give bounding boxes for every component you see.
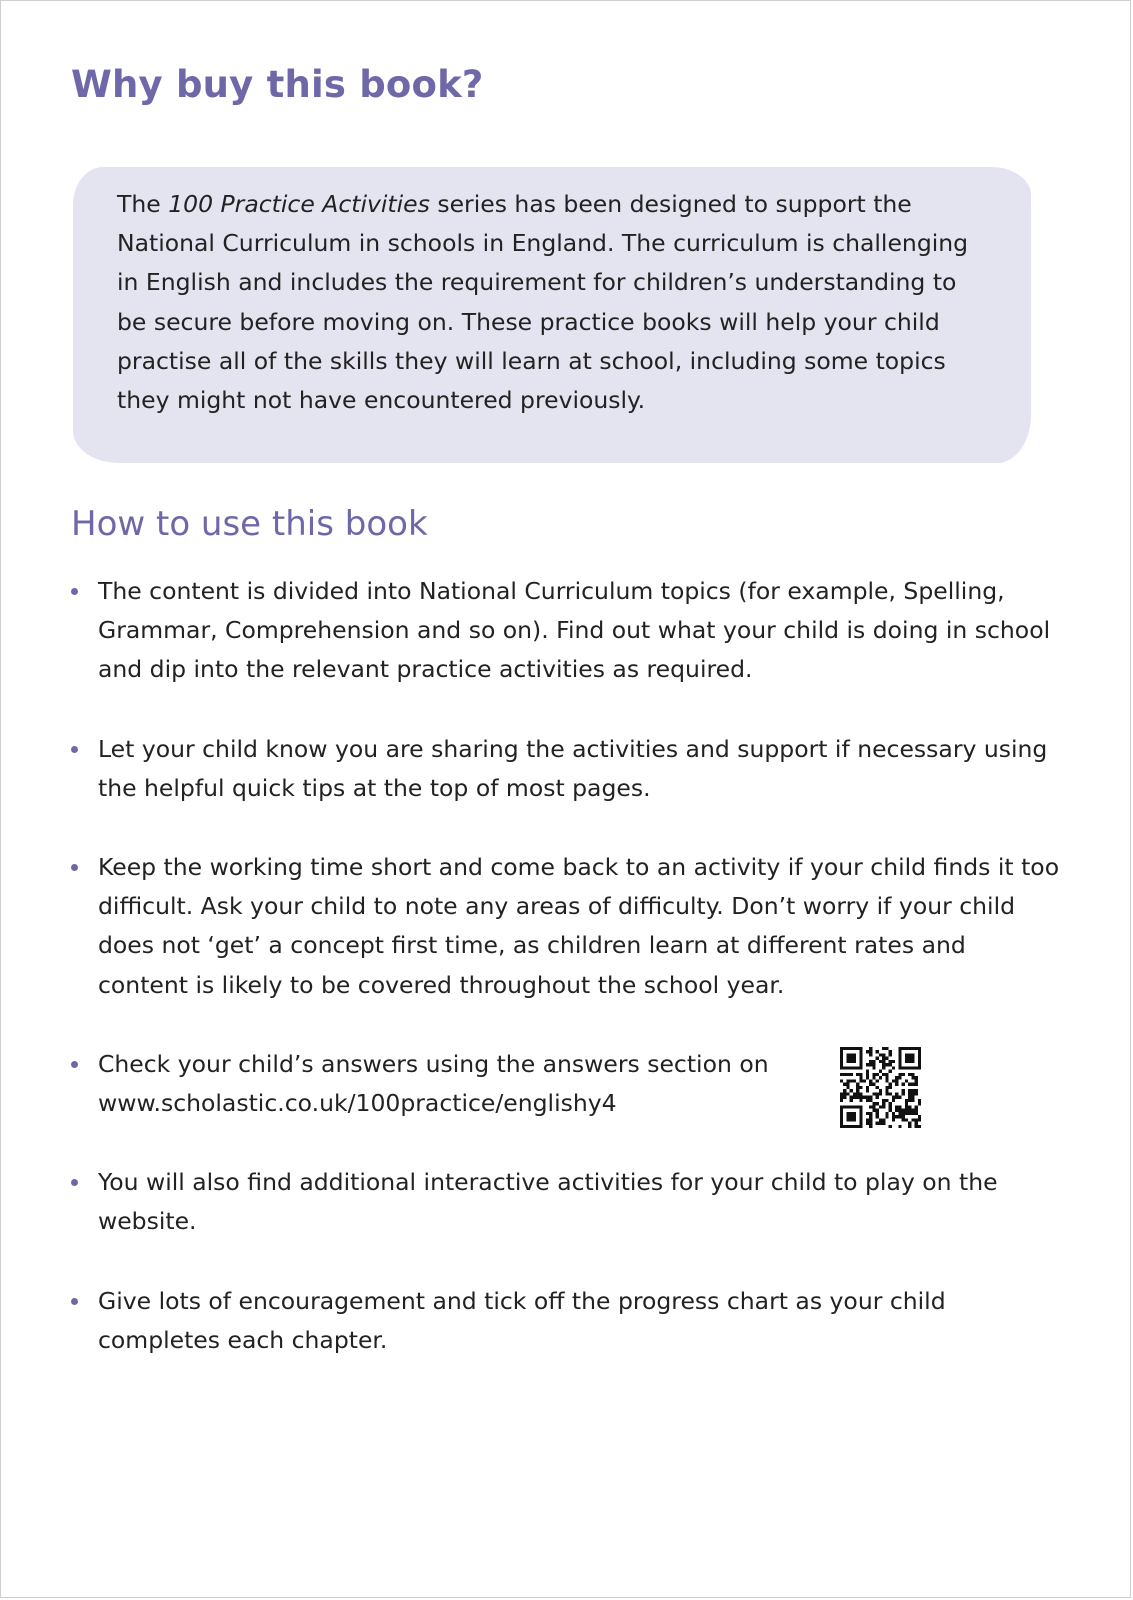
qr-code-icon — [840, 1047, 921, 1128]
tips-list — [71, 572, 1061, 1400]
section-heading: How to use this book — [71, 504, 428, 544]
list-item-text: Keep the working time short and come back to an activity if your child finds it too difficult. Ask your child to note any areas of difficulty. Don’t worry if your child does not ‘get’ a concept first time, as children learn at different rates and content is likely to be covered throughout the school year. — [98, 853, 1060, 999]
list-item — [71, 1282, 1061, 1360]
bullet-icon — [71, 1179, 78, 1186]
list-item — [71, 848, 1061, 1005]
list-item-text: The content is divided into National Curriculum topics (for example, Spelling, Grammar, Comprehension and so on). Find out what your child is doing in school and dip into the relevant practice activities as required. — [98, 577, 1051, 684]
list-item-text: Let your child know you are sharing the activities and support if necessary using the helpful quick tips at the top of most pages. — [98, 734, 1048, 802]
page-title: Why buy this book? — [71, 63, 484, 106]
intro-prefix: The — [117, 190, 169, 218]
bullet-icon — [71, 746, 78, 753]
bullet-icon — [71, 1298, 78, 1305]
list-item-text: You will also find additional interactive activities for your child to play on the website. — [98, 1168, 998, 1236]
intro-body: series has been designed to support the National Curriculum in schools in England. The curriculum is challenging in English and includes the requirement for children’s understanding to be secure before moving on. These practice books will help your child practise all of the skills they will learn at school, including some topics they might not have encountered previously. — [117, 190, 969, 415]
series-name: 100 Practice Activities — [168, 190, 430, 218]
bullet-icon — [71, 588, 78, 595]
list-item-text: Check your child’s answers using the answers section on www.scholastic.co.uk/100practice/englishy4 — [98, 1049, 769, 1118]
list-item — [71, 572, 1061, 690]
intro-box — [73, 167, 1031, 463]
list-item — [71, 1045, 1061, 1123]
list-item — [71, 730, 1061, 808]
intro-paragraph — [117, 185, 993, 420]
list-item — [71, 1163, 1061, 1241]
bullet-icon — [71, 1061, 78, 1068]
list-item-text: Give lots of encouragement and tick off the progress chart as your child completes each chapter. — [98, 1286, 946, 1354]
bullet-icon — [71, 864, 78, 871]
